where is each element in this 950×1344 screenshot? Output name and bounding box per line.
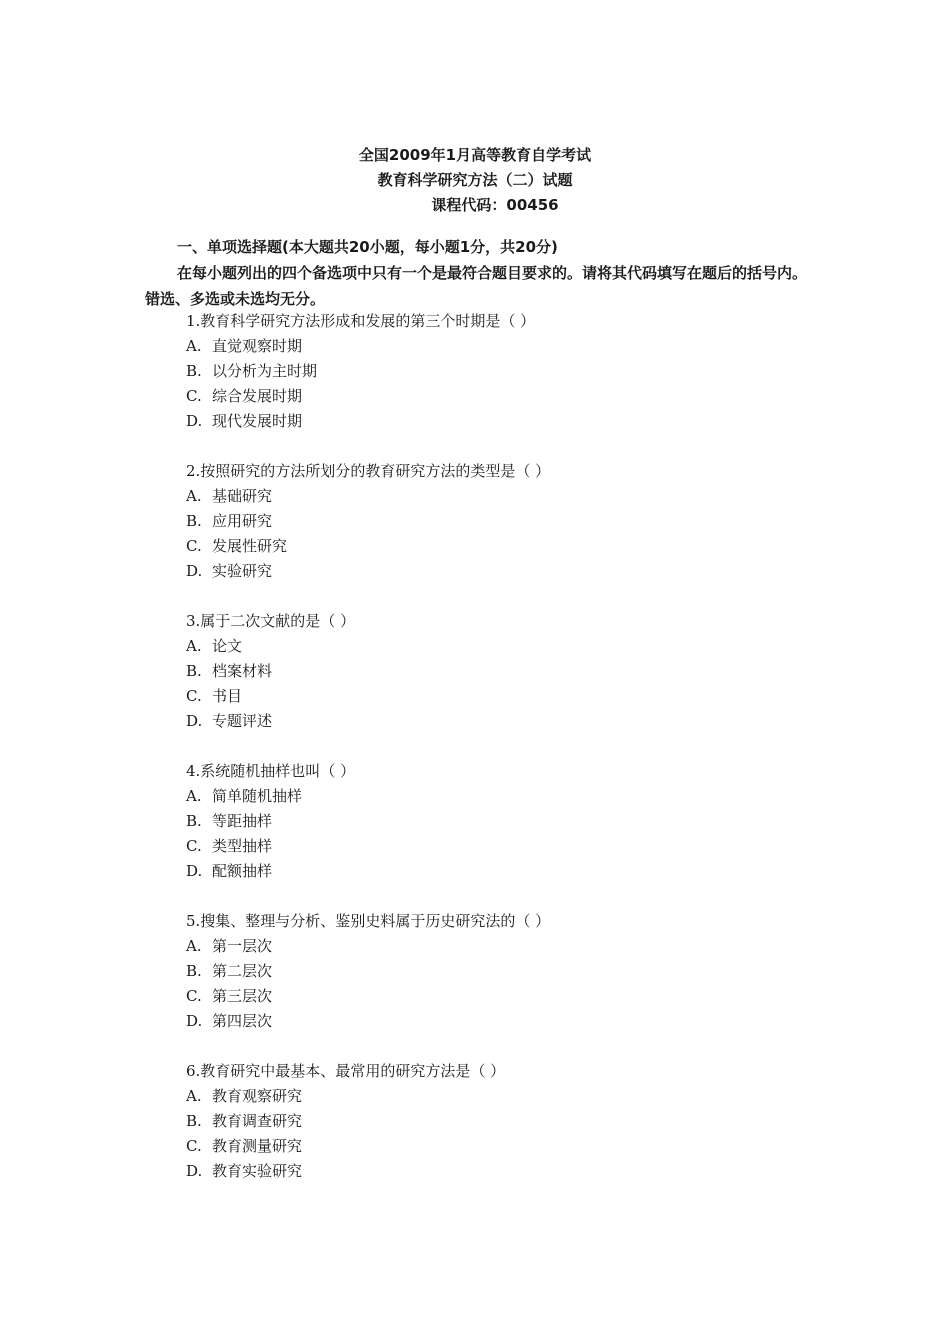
option-letter: A. [186, 637, 202, 655]
option-text: 综合发展时期 [212, 387, 303, 405]
answer-option [186, 859, 806, 884]
answer-option [186, 359, 806, 384]
question-item [186, 609, 806, 734]
answer-option [186, 1159, 806, 1184]
answer-option [186, 1084, 806, 1109]
option-letter: C. [186, 837, 202, 855]
answer-option [186, 684, 806, 709]
answer-option [186, 709, 806, 734]
option-letter: B. [186, 1112, 202, 1130]
option-text: 简单随机抽样 [212, 787, 303, 805]
answer-option [186, 659, 806, 684]
question-item [186, 909, 806, 1034]
option-text: 应用研究 [212, 512, 273, 530]
option-letter: C. [186, 687, 202, 705]
answer-option [186, 1009, 806, 1034]
option-letter: C. [186, 987, 202, 1005]
question-item [186, 459, 806, 584]
question-item [186, 1059, 806, 1184]
option-letter: A. [186, 1087, 202, 1105]
option-text: 等距抽样 [212, 812, 273, 830]
answer-option [186, 984, 806, 1009]
section-heading: 一、单项选择题(本大题共20小题，每小题1分，共20分) [177, 238, 558, 256]
option-letter: D. [186, 562, 203, 580]
option-text: 教育观察研究 [212, 1087, 303, 1105]
option-text: 第一层次 [212, 937, 273, 955]
option-text: 实验研究 [212, 562, 273, 580]
option-letter: B. [186, 512, 202, 530]
answer-option [186, 509, 806, 534]
course-code: 课程代码：00456 [431, 196, 559, 214]
answer-option [186, 784, 806, 809]
exam-title: 全国2009年1月高等教育自学考试 [358, 146, 592, 164]
option-letter: D. [186, 1012, 203, 1030]
answer-option [186, 634, 806, 659]
option-text: 第四层次 [212, 1012, 273, 1030]
answer-option [186, 384, 806, 409]
option-letter: B. [186, 962, 202, 980]
option-letter: B. [186, 362, 202, 380]
option-text: 教育测量研究 [212, 1137, 303, 1155]
option-letter: D. [186, 862, 203, 880]
option-text: 发展性研究 [212, 537, 288, 555]
option-text: 现代发展时期 [212, 412, 303, 430]
question-stem: 2.按照研究的方法所划分的教育研究方法的类型是（ ） [186, 462, 551, 480]
answer-option [186, 1134, 806, 1159]
answer-option [186, 409, 806, 434]
question-item [186, 759, 806, 884]
question-stem: 4.系统随机抽样也叫（ ） [186, 762, 356, 780]
option-text: 书目 [212, 687, 243, 705]
option-letter: C. [186, 1137, 202, 1155]
option-letter: A. [186, 787, 202, 805]
answer-option [186, 1109, 806, 1134]
option-letter: C. [186, 537, 202, 555]
option-text: 论文 [212, 637, 243, 655]
answer-option [186, 934, 806, 959]
option-letter: D. [186, 712, 203, 730]
question-stem: 6.教育研究中最基本、最常用的研究方法是（ ） [186, 1062, 506, 1080]
option-letter: D. [186, 412, 203, 430]
option-text: 类型抽样 [212, 837, 273, 855]
option-letter: B. [186, 662, 202, 680]
option-text: 专题评述 [212, 712, 273, 730]
option-text: 配额抽样 [212, 862, 273, 880]
question-stem: 5.搜集、整理与分析、鉴别史料属于历史研究法的（ ） [186, 912, 551, 930]
answer-option [186, 809, 806, 834]
option-text: 教育实验研究 [212, 1162, 303, 1180]
answer-option [186, 534, 806, 559]
question-stem: 1.教育科学研究方法形成和发展的第三个时期是（ ） [186, 312, 536, 330]
option-letter: A. [186, 487, 202, 505]
question-item [186, 309, 806, 434]
option-text: 第三层次 [212, 987, 273, 1005]
option-text: 第二层次 [212, 962, 273, 980]
exam-header [0, 143, 950, 218]
exam-subtitle: 教育科学研究方法（二）试题 [377, 171, 573, 189]
question-list [186, 309, 806, 1209]
option-letter: A. [186, 937, 202, 955]
answer-option [186, 484, 806, 509]
option-text: 档案材料 [212, 662, 273, 680]
answer-option [186, 834, 806, 859]
question-stem: 3.属于二次文献的是（ ） [186, 612, 356, 630]
section-instructions [145, 234, 810, 312]
answer-option [186, 959, 806, 984]
option-text: 以分析为主时期 [212, 362, 318, 380]
option-letter: C. [186, 387, 202, 405]
option-text: 直觉观察时期 [212, 337, 303, 355]
answer-option [186, 334, 806, 359]
option-letter: D. [186, 1162, 203, 1180]
answer-option [186, 559, 806, 584]
section-description: 在每小题列出的四个备选项中只有一个是最符合题目要求的。请将其代码填写在题后的括号内。错选、多选或未选均无分。 [145, 264, 808, 308]
option-text: 基础研究 [212, 487, 273, 505]
option-letter: A. [186, 337, 202, 355]
option-letter: B. [186, 812, 202, 830]
option-text: 教育调查研究 [212, 1112, 303, 1130]
